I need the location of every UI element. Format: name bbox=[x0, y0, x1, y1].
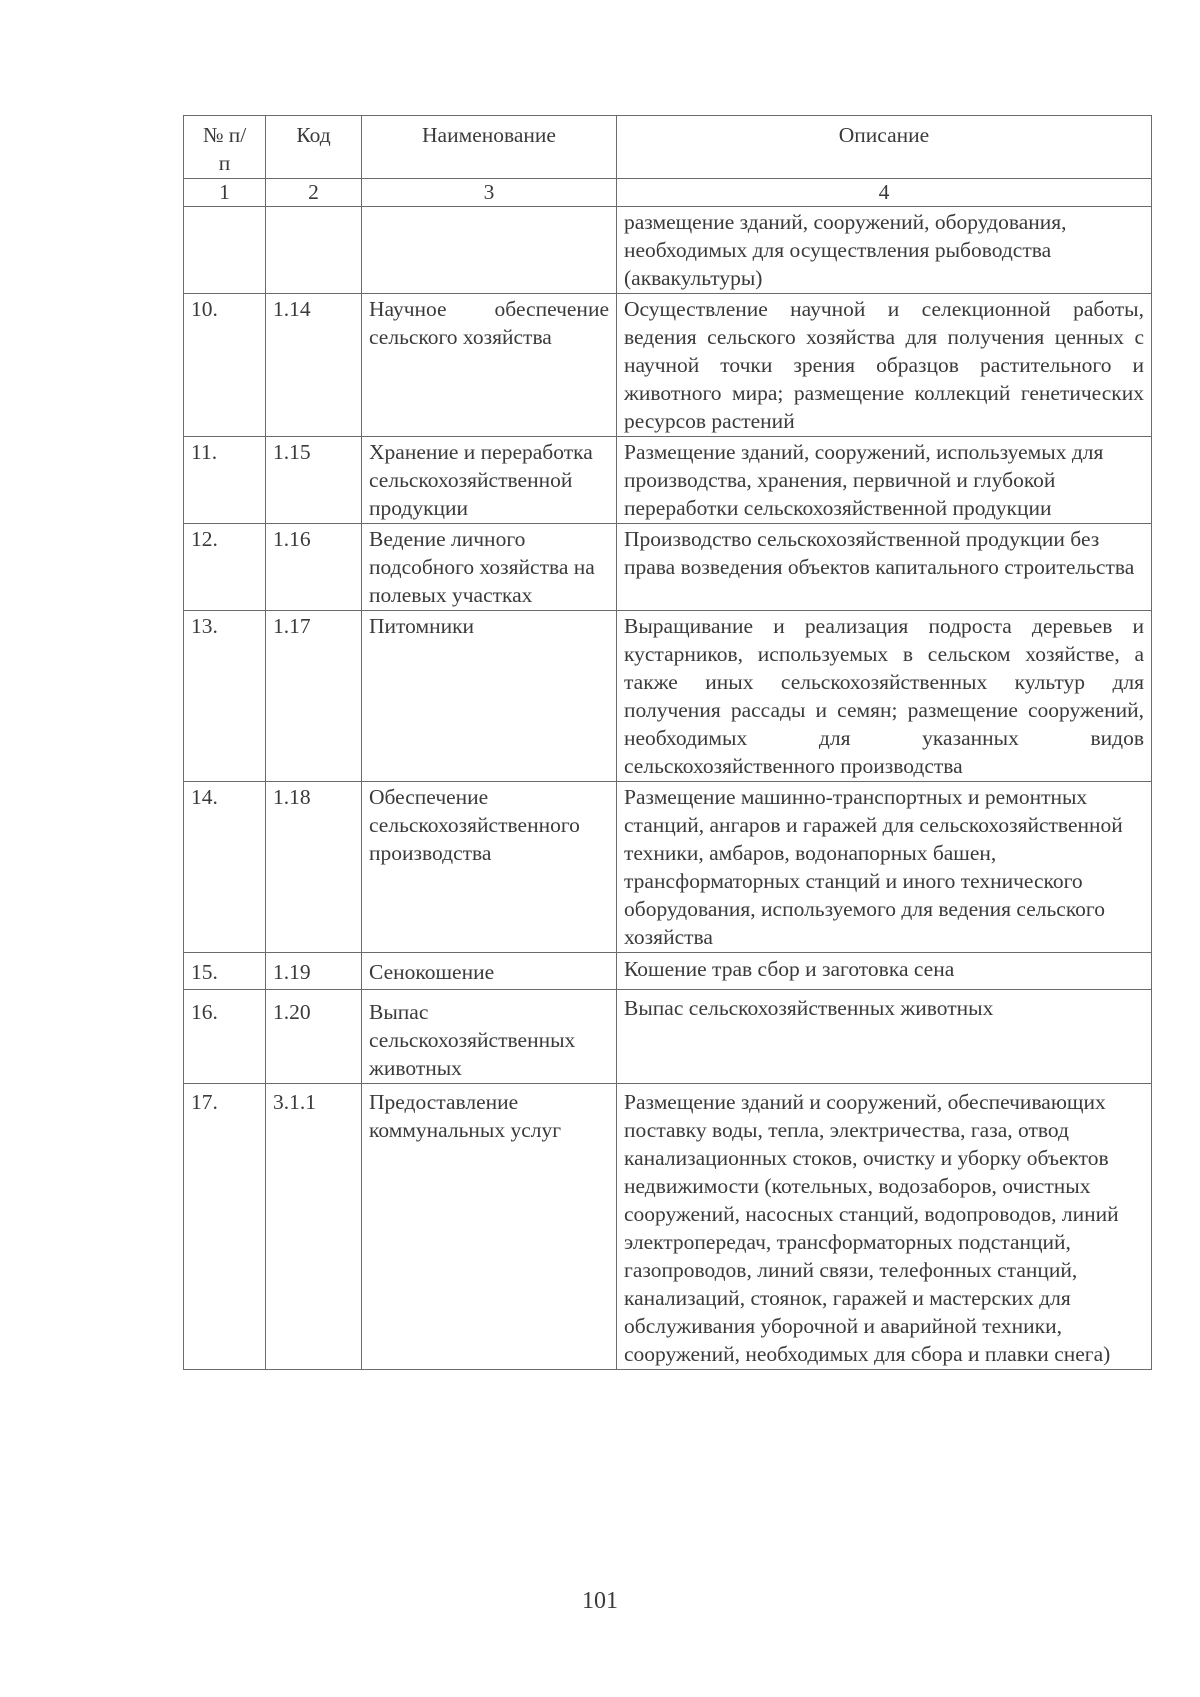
table-row bbox=[184, 1084, 1152, 1370]
row-code: 1.17 bbox=[266, 611, 362, 782]
row-name: Ведение личного подсобного хозяйства на полевых участках bbox=[362, 524, 617, 611]
row-description: Размещение зданий, сооружений, используемых для производства, хранения, первичной и глубокой переработки сельскохозяйственной продукции bbox=[617, 437, 1152, 524]
table-row bbox=[184, 207, 1152, 294]
row-code: 3.1.1 bbox=[266, 1084, 362, 1370]
table-row bbox=[184, 611, 1152, 782]
row-number: 10. bbox=[184, 294, 266, 437]
column-number-row bbox=[184, 179, 1152, 207]
row-name: Хранение и переработка сельскохозяйственной продукции bbox=[362, 437, 617, 524]
row-code: 1.20 bbox=[266, 990, 362, 1084]
row-number: 12. bbox=[184, 524, 266, 611]
header-description: Описание bbox=[617, 116, 1152, 179]
row-description: Осуществление научной и селекционной работы, ведения сельского хозяйства для получения ценных с научной точки зрения образцов растительного и животного мира; размещение коллекций генетических ресурсов растений bbox=[617, 294, 1152, 437]
header-code: Код bbox=[266, 116, 362, 179]
row-description: Выращивание и реализация подроста деревьев и кустарников, используемых в сельском хозяйстве, а также иных сельскохозяйственных культур для получения рассады и семян; размещение сооружений, необходимых для указанных видов сельскохозяйственного производства bbox=[617, 611, 1152, 782]
page-number: 101 bbox=[582, 1588, 618, 1614]
column-number: 4 bbox=[617, 179, 1152, 207]
row-description: Производство сельскохозяйственной продукции без права возведения объектов капитального строительства bbox=[617, 524, 1152, 611]
table-row bbox=[184, 294, 1152, 437]
row-code: 1.19 bbox=[266, 953, 362, 990]
row-number: 13. bbox=[184, 611, 266, 782]
row-name: Выпас сельскохозяйственных животных bbox=[362, 990, 617, 1084]
row-code: 1.16 bbox=[266, 524, 362, 611]
column-number: 2 bbox=[266, 179, 362, 207]
row-name: Обеспечение сельскохозяйственного производства bbox=[362, 782, 617, 953]
land-use-table bbox=[183, 115, 1152, 1370]
row-name: Сенокошение bbox=[362, 953, 617, 990]
row-number bbox=[184, 207, 266, 294]
row-description: Выпас сельскохозяйственных животных bbox=[617, 990, 1152, 1084]
header-number: № п/п bbox=[184, 116, 266, 179]
row-code: 1.15 bbox=[266, 437, 362, 524]
table-row bbox=[184, 437, 1152, 524]
row-number: 16. bbox=[184, 990, 266, 1084]
row-number: 14. bbox=[184, 782, 266, 953]
row-description: Размещение машинно-транспортных и ремонтных станций, ангаров и гаражей для сельскохозяйственной техники, амбаров, водонапорных башен, трансформаторных станций и иного технического оборудования, используемого для ведения сельского хозяйства bbox=[617, 782, 1152, 953]
row-code: 1.14 bbox=[266, 294, 362, 437]
column-number: 1 bbox=[184, 179, 266, 207]
row-code bbox=[266, 207, 362, 294]
row-description: Кошение трав сбор и заготовка сена bbox=[617, 953, 1152, 990]
table-row bbox=[184, 990, 1152, 1084]
row-name: Питомники bbox=[362, 611, 617, 782]
row-name: Научное обеспечение сельского хозяйства bbox=[362, 294, 617, 437]
row-name: Предоставление коммунальных услуг bbox=[362, 1084, 617, 1370]
row-number: 17. bbox=[184, 1084, 266, 1370]
table-row bbox=[184, 782, 1152, 953]
header-name: Наименование bbox=[362, 116, 617, 179]
row-number: 15. bbox=[184, 953, 266, 990]
row-number: 11. bbox=[184, 437, 266, 524]
column-number: 3 bbox=[362, 179, 617, 207]
table-row bbox=[184, 524, 1152, 611]
row-code: 1.18 bbox=[266, 782, 362, 953]
row-description: размещение зданий, сооружений, оборудования, необходимых для осуществления рыбоводства (аквакультуры) bbox=[617, 207, 1152, 294]
row-name bbox=[362, 207, 617, 294]
table-header-row bbox=[184, 116, 1152, 179]
row-description: Размещение зданий и сооружений, обеспечивающих поставку воды, тепла, электричества, газа, отвод канализационных стоков, очистку и уборку объектов недвижимости (котельных, водозаборов, очистных сооружений, насосных станций, водопроводов, линий электропередач, трансформаторных подстанций, газопроводов, линий связи, телефонных станций, канализаций, стоянок, гаражей и мастерских для обслуживания уборочной и аварийной техники, сооружений, необходимых для сбора и плавки снега) bbox=[617, 1084, 1152, 1370]
table-row bbox=[184, 953, 1152, 990]
